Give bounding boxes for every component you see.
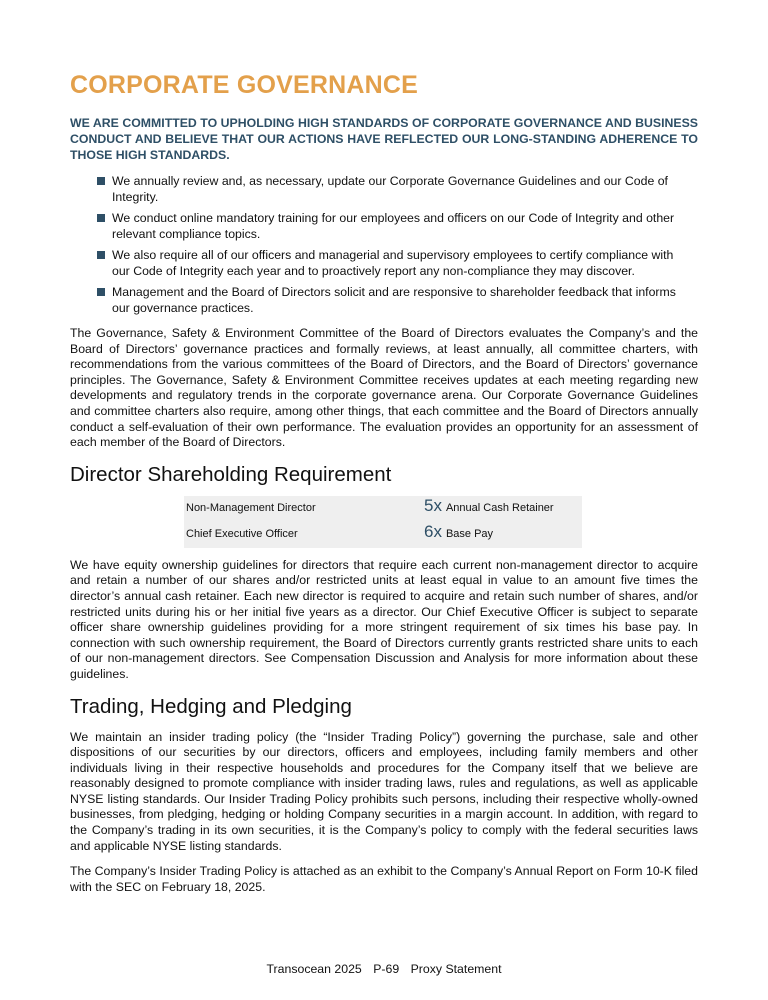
requirement-multiple: 5x (424, 495, 442, 515)
requirement-basis: Base Pay (445, 527, 494, 540)
square-bullet-icon (97, 288, 105, 296)
bullet-item: We also require all of our officers and managerial and supervisory employees to certify compliance with our Code of Integrity each year and to proactively report any non-compliance they may discover. (70, 248, 698, 279)
bullet-item: We annually review and, as necessary, update our Corporate Governance Guidelines and our Code of Integrity. (70, 174, 698, 205)
requirement-multiple: 6x (424, 521, 442, 541)
trading-exhibit-paragraph: The Company’s Insider Trading Policy is attached as an exhibit to the Company’s Annual Report on Form 10-K filed with the SEC on February 18, 2025. (70, 864, 698, 894)
shareholding-paragraph: We have equity ownership guidelines for directors that require each current non-management director to acquire and retain a number of our shares and/or restricted units at least equal in value to an amount five times the director’s annual cash retainer. Each new director is required to acquire and retain such number of shares, and/or restricted units during his or her initial five years as a director. Our Chief Executive Officer is subject to separate officer share ownership guidelines providing for a more stringent requirement of six times his base pay. In connection with such ownership requirement, the Board of Directors currently grants restricted share units to each of our non-management directors. See Compensation Discussion and Analysis for more information about these guidelines. (70, 557, 698, 681)
square-bullet-icon (97, 251, 105, 259)
bullet-item: Management and the Board of Directors solicit and are responsive to shareholder feedback that informs our governance practices. (70, 285, 698, 316)
footer-company: Transocean 2025 (266, 962, 362, 976)
requirement-role: Non-Management Director (186, 501, 316, 514)
square-bullet-icon (97, 177, 105, 185)
shareholding-requirement-table (184, 496, 582, 548)
requirement-role: Chief Executive Officer (186, 527, 298, 540)
footer-page-number: P-69 (373, 962, 400, 976)
requirement-row (184, 522, 582, 548)
governance-bullet-list (70, 174, 698, 316)
requirement-row (184, 496, 582, 522)
requirement-basis: Annual Cash Retainer (445, 501, 554, 514)
trading-paragraph: We maintain an insider trading policy (the “Insider Trading Policy”) governing the purchase, sale and other dispositions of our securities by our directors, officers and employees, including family members and other individuals living in their respective households and procedures for the Company itself that we believe are reasonably designed to promote compliance with insider trading laws, rules and regulations, as well as applicable NYSE listing standards. Our Insider Trading Policy prohibits such persons, including their respective wholly-owned businesses, from pledging, hedging or holding Company securities in a margin account. In addition, with regard to the Company’s trading in its own securities, it is the Company’s policy to comply with the federal securities laws and applicable NYSE listing standards. (70, 729, 698, 853)
footer-document-name: Proxy Statement (410, 962, 502, 976)
page-footer (0, 962, 768, 976)
page-content (70, 70, 698, 895)
shareholding-heading: Director Shareholding Requirement (70, 462, 392, 486)
governance-paragraph: The Governance, Safety & Environment Committee of the Board of Directors evaluates the Company’s and the Board of Directors’ governance practices and formally reviews, at least annually, all committee charters, with recommendations from the various committees of the Board of Directors, and the Board of Directors’ governance principles. The Governance, Safety & Environment Committee receives updates at each meeting regarding new developments and regulatory trends in the corporate governance arena. Our Corporate Governance Guidelines and committee charters also require, among other things, that each committee and the Board of Directors annually conduct a self-evaluation of their own performance. The evaluation provides an opportunity for an assessment of each member of the Board of Directors. (70, 326, 698, 450)
trading-heading: Trading, Hedging and Pledging (70, 694, 352, 718)
square-bullet-icon (97, 214, 105, 222)
intro-statement: WE ARE COMMITTED TO UPHOLDING HIGH STANDARDS OF CORPORATE GOVERNANCE AND BUSINESS CONDUCT AND BELIEVE THAT OUR ACTIONS HAVE REFLECTED OUR LONG-STANDING ADHERENCE TO THOSE HIGH STANDARDS. (70, 116, 698, 162)
bullet-item: We conduct online mandatory training for our employees and officers on our Code of Integrity and other relevant compliance topics. (70, 211, 698, 242)
page-title: CORPORATE GOVERNANCE (70, 71, 419, 99)
